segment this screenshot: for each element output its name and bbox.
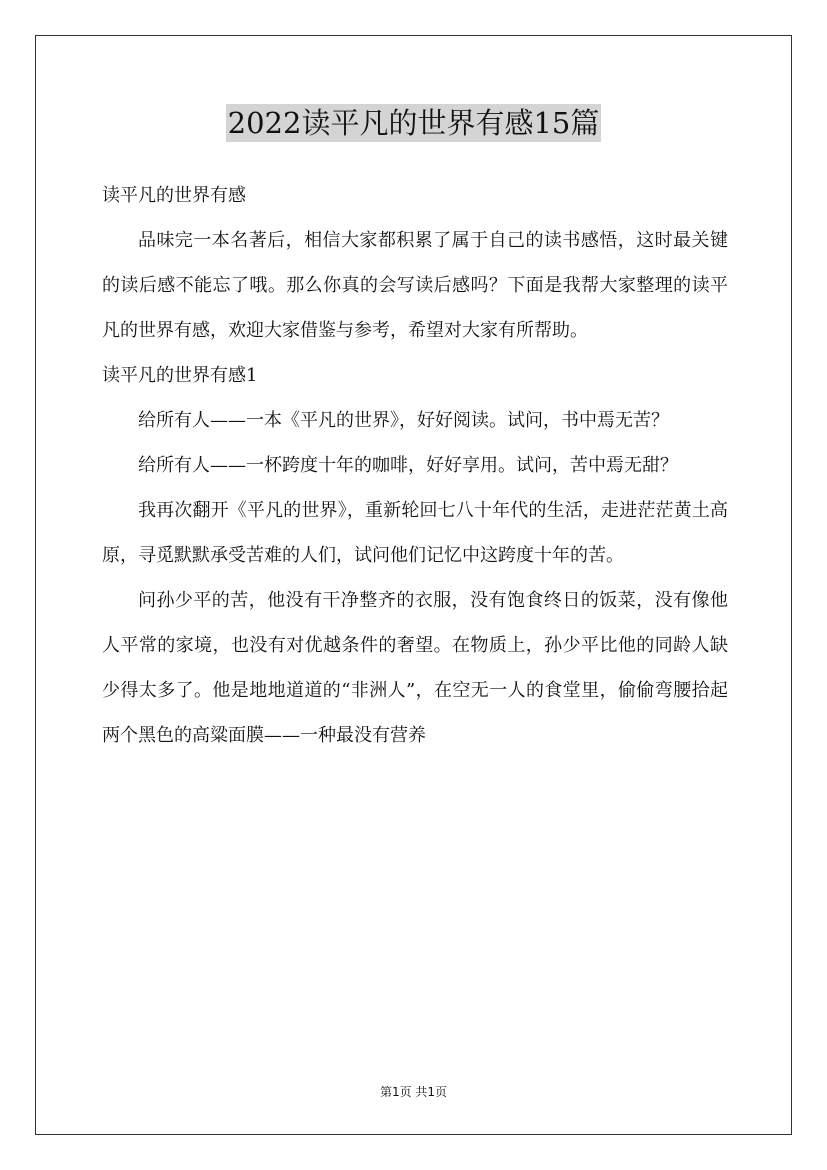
paragraph: 给所有人——一杯跨度十年的咖啡，好好享用。试问，苦中焉无甜？ (138, 455, 678, 476)
document-body (102, 173, 728, 758)
paragraph: 问孙少平的苦，他没有干净整齐的衣服，没有饱食终日的饭菜，没有像他人平常的家境，也没有对优越条件的奢望。在物质上，孙少平比他的同龄人缺少得太多了。他是地地道道的“非洲人”，在空无一人的食堂里，偷偷弯腰拾起两个黑色的高粱面膜——一种最没有营养 (102, 590, 728, 746)
page-footer: 第1页 共1页 (379, 1085, 448, 1099)
paragraph: 品味完一本名著后，相信大家都积累了属于自己的读书感悟，这时最关键的读后感不能忘了哦。那么你真的会写读后感吗？下面是我帮大家整理的读平凡的世界有感，欢迎大家借鉴与参考，希望对大家有所帮助。 (102, 230, 728, 341)
paragraph: 我再次翻开《平凡的世界》，重新轮回七八十年代的生活，走进茫茫黄土高原，寻觅默默承受苦难的人们，试问他们记忆中这跨度十年的苦。 (102, 500, 728, 566)
paragraph: 读平凡的世界有感1 (102, 365, 258, 386)
paragraph: 读平凡的世界有感 (102, 185, 246, 206)
document-title: 2022读平凡的世界有感15篇 (227, 106, 600, 140)
title-wrap (0, 104, 827, 142)
paragraph: 给所有人——一本《平凡的世界》，好好阅读。试问，书中焉无苦？ (138, 410, 669, 431)
